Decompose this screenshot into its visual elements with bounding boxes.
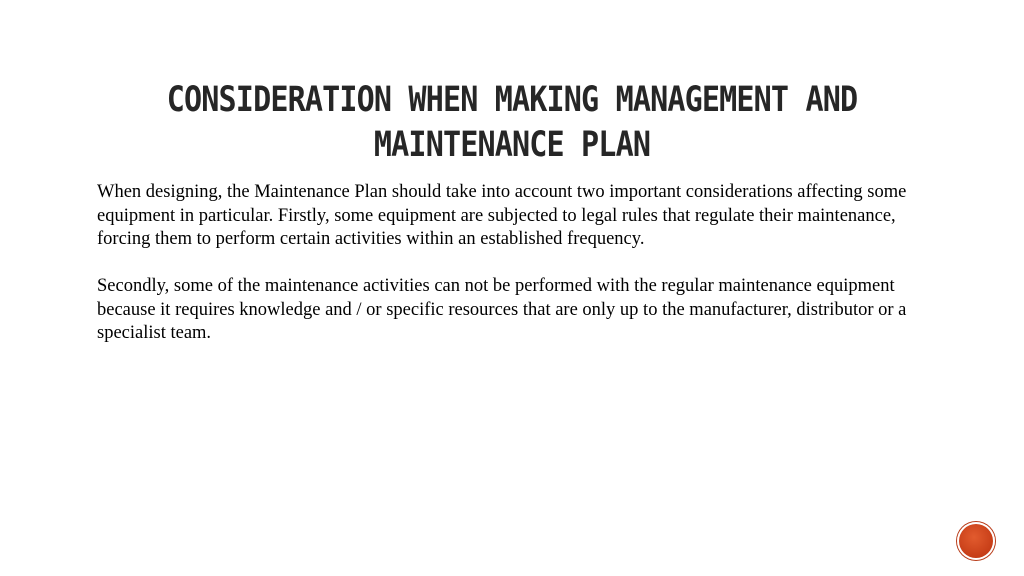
title-line-1: CONSIDERATION WHEN MAKING MANAGEMENT AND xyxy=(166,80,858,120)
slide-title xyxy=(123,78,900,168)
paragraph-1: When designing, the Maintenance Plan should take into account two important considerations affecting some equipment in particular. Firstly, some equipment are subjected to legal rules that regulate their maintenance, forcing them to perform certain activities within an established frequency. xyxy=(97,182,907,249)
paragraph-2: Secondly, some of the maintenance activities can not be performed with the regular maintenance equipment because it requires knowledge and / or specific resources that are only up to the manufacturer, distributor or a specialist team. xyxy=(97,276,907,343)
slide-body xyxy=(97,181,937,369)
title-line-2: MAINTENANCE PLAN xyxy=(373,125,651,165)
slide-number-badge xyxy=(957,522,995,560)
